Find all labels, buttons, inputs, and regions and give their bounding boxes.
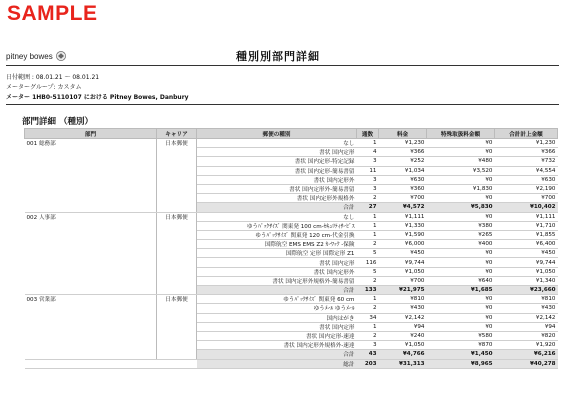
- count-cell: 5: [357, 267, 379, 276]
- carrier-cell: 日本郵便: [157, 295, 197, 359]
- count-cell: 2: [357, 304, 379, 313]
- header-rule-bottom: [6, 104, 559, 105]
- special-fee-cell: ¥0: [427, 249, 495, 258]
- header-mail-type: 郵便の種別: [197, 129, 357, 139]
- mail-type-cell: ゆうﾊﾟｯｸｻｲｽﾞ 関東発 60 cm: [197, 295, 357, 304]
- fee-cell: ¥252: [379, 157, 427, 166]
- pitney-bowes-logo: [6, 51, 66, 61]
- meter-info: メーター 1HB0-5110107 における Pitney Bowes, Danbury: [6, 94, 189, 101]
- table-row: [25, 139, 558, 148]
- special-fee-cell: ¥480: [427, 157, 495, 166]
- header-total-amount: 合計計上金額: [495, 129, 558, 139]
- special-fee-cell: ¥0: [427, 267, 495, 276]
- grand-total-label: 総計: [197, 359, 357, 368]
- special-fee-cell: ¥3,520: [427, 166, 495, 175]
- count-cell: 34: [357, 313, 379, 322]
- total-amount-cell: ¥2,142: [495, 313, 558, 322]
- total-amount-cell: ¥1,050: [495, 267, 558, 276]
- total-amount-cell: ¥1,111: [495, 212, 558, 221]
- fee-cell: ¥700: [379, 276, 427, 285]
- mail-type-cell: 国内はがき: [197, 313, 357, 322]
- mail-type-cell: ゆうﾊﾟｯｸｻｲｽﾞ 関東発 100 cm-ｾｷｭﾘﾃｨｻｰﾋﾞｽ: [197, 221, 357, 230]
- total-amount-cell: ¥6,400: [495, 240, 558, 249]
- department-detail-table: [24, 128, 558, 369]
- fee-cell: ¥2,142: [379, 313, 427, 322]
- fee-cell: ¥1,330: [379, 221, 427, 230]
- special-fee-cell: ¥580: [427, 331, 495, 340]
- special-fee-cell: ¥380: [427, 221, 495, 230]
- department-cell: 001 総務部: [25, 139, 157, 213]
- total-amount-cell: ¥1,710: [495, 221, 558, 230]
- subtotal-count: 43: [357, 350, 379, 359]
- count-cell: 5: [357, 249, 379, 258]
- total-amount-cell: ¥1,920: [495, 341, 558, 350]
- total-amount-cell: ¥4,554: [495, 166, 558, 175]
- count-cell: 3: [357, 175, 379, 184]
- grand-total-spacer: [25, 359, 157, 368]
- total-amount-cell: ¥732: [495, 157, 558, 166]
- count-cell: 1: [357, 322, 379, 331]
- mail-type-cell: ゆうﾒｰﾙ ゆうﾒｰﾙ: [197, 304, 357, 313]
- total-amount-cell: ¥630: [495, 175, 558, 184]
- count-cell: 4: [357, 148, 379, 157]
- mail-type-cell: 国際航空 定形 国際定形 Z1: [197, 249, 357, 258]
- carrier-cell: 日本郵便: [157, 139, 197, 213]
- special-fee-cell: ¥0: [427, 194, 495, 203]
- fee-cell: ¥1,111: [379, 212, 427, 221]
- special-fee-cell: ¥0: [427, 139, 495, 148]
- mail-type-cell: 書状 国内定形: [197, 322, 357, 331]
- total-amount-cell: ¥1,230: [495, 139, 558, 148]
- table-row: [25, 295, 558, 304]
- total-amount-cell: ¥2,190: [495, 184, 558, 193]
- total-amount-cell: ¥430: [495, 304, 558, 313]
- report-title: 種別別部門詳細: [236, 50, 320, 63]
- count-cell: 116: [357, 258, 379, 267]
- special-fee-cell: ¥640: [427, 276, 495, 285]
- special-fee-cell: ¥0: [427, 148, 495, 157]
- header-department: 部門: [25, 129, 157, 139]
- carrier-cell: 日本郵便: [157, 212, 197, 295]
- fee-cell: ¥360: [379, 184, 427, 193]
- mail-type-cell: 国際航空 EMS EMS Z2 ｶｰﾜｯｸ -保険: [197, 240, 357, 249]
- subtotal-total-amount: ¥10,402: [495, 203, 558, 212]
- mail-type-cell: 書状 国内定形-速達: [197, 331, 357, 340]
- special-fee-cell: ¥0: [427, 258, 495, 267]
- subtotal-special-fee: ¥5,830: [427, 203, 495, 212]
- count-cell: 2: [357, 276, 379, 285]
- header-special-fee: 特殊取扱料金額: [427, 129, 495, 139]
- mail-type-cell: 書状 国内定形外: [197, 267, 357, 276]
- special-fee-cell: ¥0: [427, 295, 495, 304]
- total-amount-cell: ¥94: [495, 322, 558, 331]
- sample-watermark: SAMPLE: [7, 2, 98, 25]
- count-cell: 2: [357, 194, 379, 203]
- fee-cell: ¥430: [379, 304, 427, 313]
- mail-type-cell: 書状 国内定形外規格外: [197, 194, 357, 203]
- special-fee-cell: ¥0: [427, 175, 495, 184]
- subtotal-fee: ¥4,766: [379, 350, 427, 359]
- special-fee-cell: ¥265: [427, 230, 495, 239]
- count-cell: 3: [357, 157, 379, 166]
- pitney-bowes-emblem-icon: [56, 51, 66, 61]
- logo-text: pitney bowes: [6, 51, 53, 61]
- mail-type-cell: なし: [197, 139, 357, 148]
- subtotal-special-fee: ¥1,685: [427, 286, 495, 295]
- grand-total-row: [25, 359, 558, 368]
- grand-total-amount: ¥40,278: [495, 359, 558, 368]
- count-cell: 1: [357, 139, 379, 148]
- count-cell: 1: [357, 295, 379, 304]
- fee-cell: ¥450: [379, 249, 427, 258]
- count-cell: 3: [357, 341, 379, 350]
- count-cell: 2: [357, 331, 379, 340]
- fee-cell: ¥1,034: [379, 166, 427, 175]
- subtotal-label: 合計: [197, 350, 357, 359]
- grand-total-count: 203: [357, 359, 379, 368]
- fee-cell: ¥94: [379, 322, 427, 331]
- fee-cell: ¥1,230: [379, 139, 427, 148]
- special-fee-cell: ¥400: [427, 240, 495, 249]
- special-fee-cell: ¥0: [427, 313, 495, 322]
- mail-type-cell: 書状 国内定形: [197, 148, 357, 157]
- special-fee-cell: ¥0: [427, 212, 495, 221]
- fee-cell: ¥366: [379, 148, 427, 157]
- count-cell: 1: [357, 221, 379, 230]
- fee-cell: ¥6,000: [379, 240, 427, 249]
- count-cell: 1: [357, 230, 379, 239]
- fee-cell: ¥630: [379, 175, 427, 184]
- count-cell: 3: [357, 184, 379, 193]
- mail-type-cell: 書状 国内定形-特定記録: [197, 157, 357, 166]
- total-amount-cell: ¥700: [495, 194, 558, 203]
- fee-cell: ¥810: [379, 295, 427, 304]
- special-fee-cell: ¥870: [427, 341, 495, 350]
- count-cell: 2: [357, 240, 379, 249]
- header-fee: 料金: [379, 129, 427, 139]
- total-amount-cell: ¥1,340: [495, 276, 558, 285]
- mail-type-cell: 書状 国内定形外規格外-簡易書留: [197, 276, 357, 285]
- mail-type-cell: なし: [197, 212, 357, 221]
- subtotal-count: 27: [357, 203, 379, 212]
- mail-type-cell: 書状 国内定形外-簡易書留: [197, 184, 357, 193]
- grand-total-spacer: [157, 359, 197, 368]
- department-cell: 002 人事部: [25, 212, 157, 295]
- subtotal-count: 133: [357, 286, 379, 295]
- table-row: [25, 212, 558, 221]
- header-rule-top: [6, 65, 559, 66]
- total-amount-cell: ¥366: [495, 148, 558, 157]
- fee-cell: ¥240: [379, 331, 427, 340]
- date-range: 日付範囲 : 08.01.21 〜 08.01.21: [6, 74, 100, 81]
- subtotal-fee: ¥21,975: [379, 286, 427, 295]
- special-fee-cell: ¥1,830: [427, 184, 495, 193]
- header-count: 通数: [357, 129, 379, 139]
- count-cell: 11: [357, 166, 379, 175]
- total-amount-cell: ¥9,744: [495, 258, 558, 267]
- subtotal-total-amount: ¥23,660: [495, 286, 558, 295]
- subtotal-special-fee: ¥1,450: [427, 350, 495, 359]
- fee-cell: ¥9,744: [379, 258, 427, 267]
- total-amount-cell: ¥810: [495, 295, 558, 304]
- mail-type-cell: 書状 国内定形-簡易書留: [197, 166, 357, 175]
- total-amount-cell: ¥450: [495, 249, 558, 258]
- header-carrier: キャリア: [157, 129, 197, 139]
- special-fee-cell: ¥0: [427, 322, 495, 331]
- grand-total-fee: ¥31,313: [379, 359, 427, 368]
- fee-cell: ¥700: [379, 194, 427, 203]
- mail-type-cell: 書状 国内定形: [197, 258, 357, 267]
- table-header-row: [25, 129, 558, 139]
- count-cell: 1: [357, 212, 379, 221]
- fee-cell: ¥1,590: [379, 230, 427, 239]
- subtotal-label: 合計: [197, 286, 357, 295]
- mail-type-cell: 書状 国内定形外規格外-速達: [197, 341, 357, 350]
- section-title: 部門詳細 （種別）: [22, 117, 93, 127]
- mail-type-cell: 書状 国内定形外: [197, 175, 357, 184]
- fee-cell: ¥1,050: [379, 267, 427, 276]
- meter-group: メーターグループ: カスタム: [6, 84, 82, 91]
- department-cell: 003 営業部: [25, 295, 157, 359]
- total-amount-cell: ¥1,855: [495, 230, 558, 239]
- mail-type-cell: ゆうﾊﾟｯｸｻｲｽﾞ 関東発 120 cm-代金引換: [197, 230, 357, 239]
- grand-total-special-fee: ¥8,965: [427, 359, 495, 368]
- special-fee-cell: ¥0: [427, 304, 495, 313]
- total-amount-cell: ¥820: [495, 331, 558, 340]
- subtotal-label: 合計: [197, 203, 357, 212]
- fee-cell: ¥1,050: [379, 341, 427, 350]
- subtotal-fee: ¥4,572: [379, 203, 427, 212]
- subtotal-total-amount: ¥6,216: [495, 350, 558, 359]
